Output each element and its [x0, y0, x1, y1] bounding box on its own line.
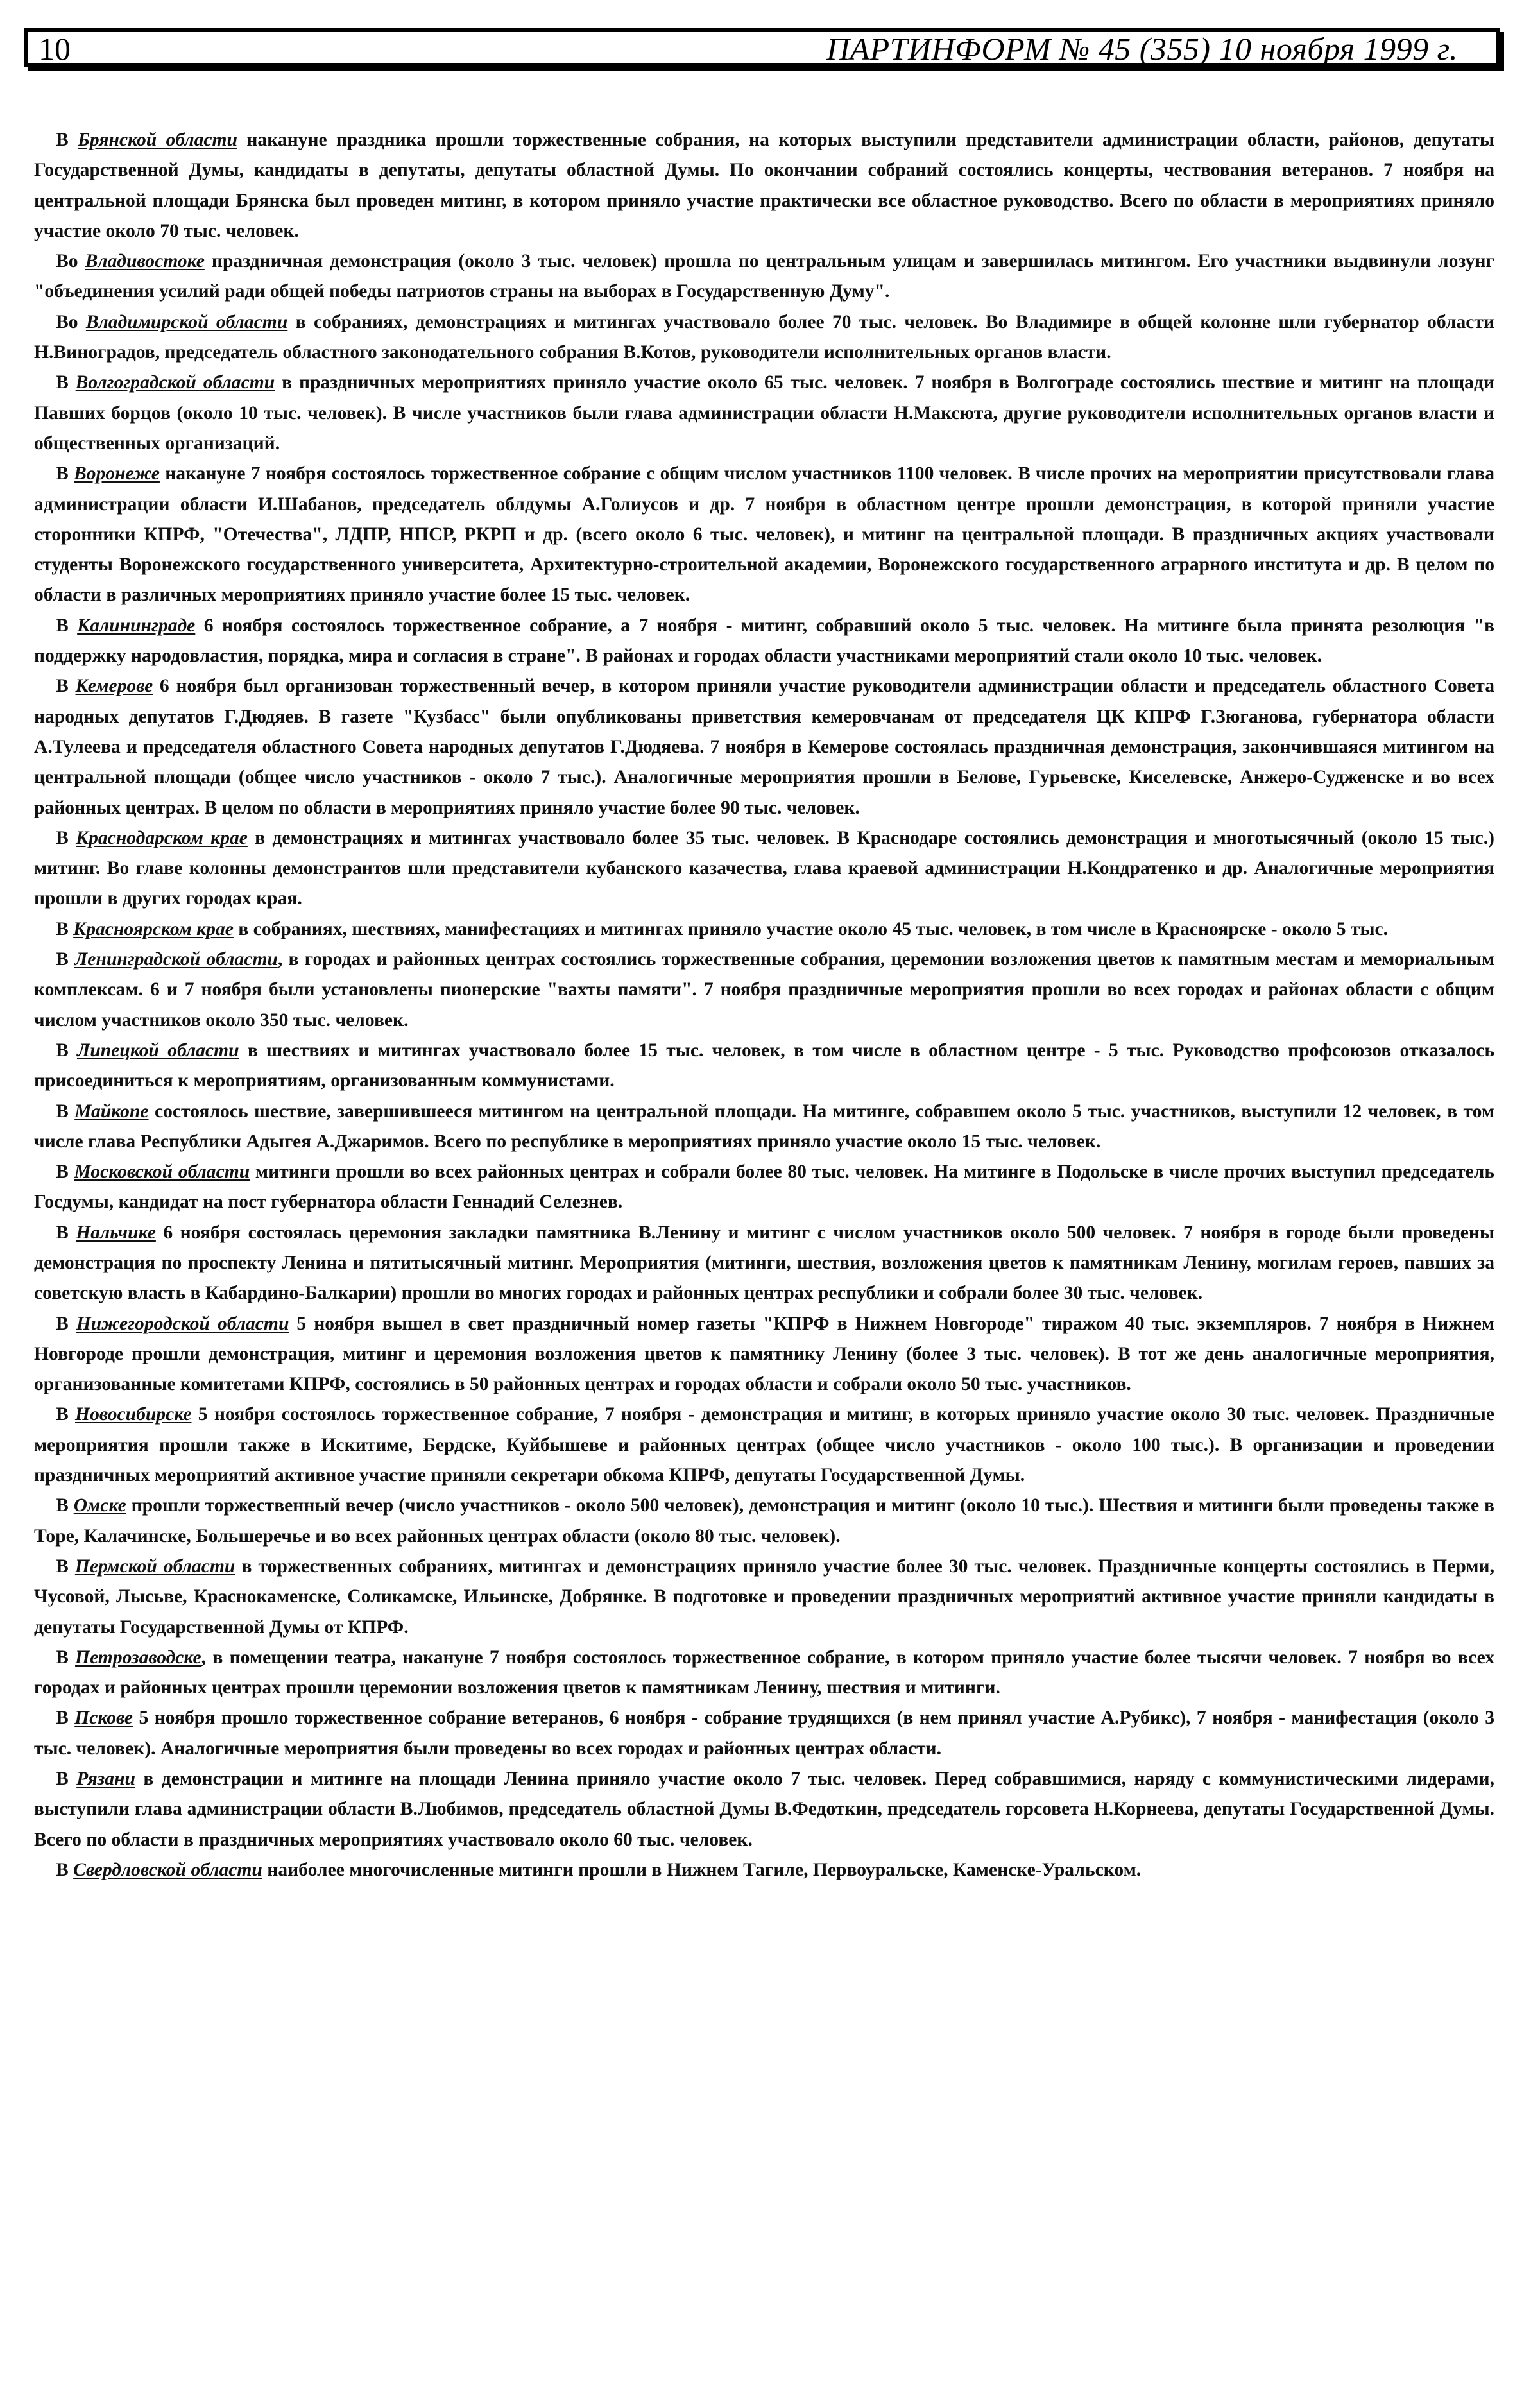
place-name: Омске — [73, 1495, 126, 1516]
paragraph-text: в демонстрации и митинге на площади Ленина приняло участие около 7 тыс. человек. Перед собравшимися, наряду с коммунистическими лидерами, выступили глава администрации области В.Любимов, председатель областной Думы В.Федоткин, председатель горсовета Н.Корнеева, депутаты Государственной Думы. Всего по области в праздничных мероприятиях участвовало около 60 тыс. человек. — [34, 1769, 1494, 1850]
paragraph-text: в торжественных собраниях, митингах и демонстрациях приняло участие более 30 тыс. человек. Праздничные концерты состоялись в Перми, Чусовой, Лысьве, Краснокаменске, Соликамске, Ильинске, Добрянке. В подготовке и проведении праздничных мероприятий активное участие приняли кандидаты в депутаты Государственной Думы от КПРФ. — [34, 1555, 1495, 1638]
paragraph — [34, 1703, 1494, 1764]
place-name: Воронеже — [74, 463, 160, 484]
paragraph-text: накануне 7 ноября состоялось торжественное собрание с общим числом участников 1100 человек. В числе прочих на мероприятии присутствовали глава администрации области И.Шабанов, председатель облдумы А.Голиусов и др. 7 ноября в областном центре прошли демонстрация, в которой приняли участие сторонники КПРФ, "Отечества", ЛДПР, НПСР, РКРП и др. (всего около 6 тыс. человек), и митинг на центральной площади. В праздничных акциях участвовали студенты Воронежского государственного университета, Архитектурно-строительной академии, Воронежского государственного аграрного института и др. В целом по области в различных мероприятиях приняло участие более 15 тыс. человек. — [34, 463, 1495, 606]
article-body — [34, 125, 1494, 1885]
paragraph-text: в демонстрациях и митингах участвовало более 35 тыс. человек. В Краснодаре состоялись демонстрация и многотысячный (около 15 тыс.) митинг. Во главе колонны демонстрантов шли представители кубанского казачества, глава краевой администрации Н.Кондратенко и др. Аналогичные мероприятия прошли в других городах края. — [34, 827, 1494, 909]
paragraph — [34, 1097, 1494, 1158]
paragraph — [34, 1491, 1494, 1552]
paragraph — [34, 1764, 1494, 1855]
paragraph-lead: В — [56, 676, 76, 697]
paragraph — [34, 1643, 1494, 1704]
place-name: Ленинградской области — [74, 949, 278, 970]
place-name: Калининграде — [77, 615, 196, 636]
paragraph-text: , в помещении театра, накануне 7 ноября состоялось торжественное собрание, в котором приняло участие более тысячи человек. 7 ноября во всех городах и районных центрах прошли церемонии возложения цветов к памятникам Ленину, шествия и митинги. — [34, 1647, 1494, 1699]
paragraph-text: в праздничных мероприятиях приняло участие около 65 тыс. человек. 7 ноября в Волгограде состоялись шествие и митинг на площади Павших борцов (около 10 тыс. человек). В числе участников были глава администрации области Н.Максюта, другие руководители исполнительных органов власти и общественных организаций. — [34, 372, 1494, 454]
paragraph-text: митинги прошли во всех районных центрах и собрали более 80 тыс. человек. На митинге в Подольске в числе прочих выступил председатель Госдумы, кандидат на пост губернатора области Геннадий Селезнев. — [34, 1161, 1494, 1213]
place-name: Петрозаводске — [75, 1647, 201, 1668]
paragraph-text: состоялось шествие, завершившееся митингом на центральной площади. На митинге, собравшем около 5 тыс. участников, выступили 12 человек, в том числе глава Республики Адыгея А.Джаримов. Всего по республике в мероприятиях приняло участие около 15 тыс. человек. — [34, 1101, 1494, 1152]
place-name: Московской области — [74, 1161, 250, 1183]
paragraph-text: наиболее многочисленные митинги прошли в Нижнем Тагиле, Первоуральске, Каменске-Уральском. — [262, 1859, 1142, 1880]
paragraph-lead: В — [56, 463, 74, 484]
paragraph-lead: В — [56, 1161, 74, 1183]
paragraph-text: , в городах и районных центрах состоялись торжественные собрания, церемонии возложения цветов к памятным местам и мемориальным комплексам. 6 и 7 ноября были установлены пионерские "вахты памяти". 7 ноября праздничные мероприятия прошли во всех городах и районах области с общим числом участников около 350 тыс. человек. — [34, 949, 1495, 1031]
paragraph-lead: В — [56, 615, 78, 636]
paragraph-text: праздничная демонстрация (около 3 тыс. человек) прошла по центральным улицам и завершилась митингом. Его участники выдвинули лозунг "объединения усилий ради общей победы патриотов страны на выборах в Государственную Думу". — [34, 251, 1494, 302]
place-name: Брянской области — [78, 130, 238, 150]
paragraph-lead: В — [56, 1222, 76, 1243]
paragraph-lead: Во — [56, 311, 86, 332]
paragraph — [34, 1157, 1494, 1218]
paragraph-lead: В — [56, 1647, 76, 1668]
place-name: Владивостоке — [85, 251, 205, 272]
paragraph — [34, 671, 1494, 823]
paragraph-text: прошли торжественный вечер (число участников - около 500 человек), демонстрация и митинг (около 10 тыс.). Шествия и митинги были проведены также в Торе, Калачинске, Большеречье и во всех районных центрах области (около 80 тыс. человек). — [34, 1495, 1495, 1547]
paragraph-text: накануне праздника прошли торжественные собрания, на которых выступили представители администрации области, районов, депутаты Государственной Думы, кандидаты в депутаты, депутаты областной Думы. По окончании собраний состоялись концерты, чествования ветеранов. 7 ноября на центральной площади Брянска был проведен митинг, в котором приняло участие практически все областное руководство. Всего по области в мероприятиях приняло участие около 70 тыс. человек. — [34, 130, 1495, 241]
place-name: Свердловской области — [73, 1859, 262, 1880]
paragraph — [34, 307, 1494, 368]
paragraph-text: в собраниях, шествиях, манифестациях и митингах приняло участие около 45 тыс. человек, в том числе в Красноярске - около 5 тыс. — [233, 918, 1389, 939]
paragraph-lead: В — [56, 918, 74, 939]
paragraph-lead: В — [56, 1555, 75, 1577]
paragraph — [34, 1855, 1494, 1885]
paragraph-lead: В — [56, 949, 74, 970]
place-name: Краснодарском крае — [76, 827, 248, 848]
place-name: Владимирской области — [85, 311, 288, 332]
paragraph-lead: В — [56, 1040, 78, 1061]
paragraph — [34, 823, 1494, 914]
paragraph-text: в собраниях, демонстрациях и митингах участвовало более 70 тыс. человек. Во Владимире в общей колонне шли губернатор области Н.Виноградов, председатель областного законодательного собрания В.Котов, руководители исполнительных органов власти. — [34, 311, 1494, 363]
paragraph-lead: Во — [56, 251, 85, 272]
paragraph-lead: В — [56, 1101, 75, 1122]
place-name: Липецкой области — [77, 1040, 239, 1061]
place-name: Майкопе — [74, 1101, 149, 1122]
paragraph-lead: В — [56, 827, 76, 848]
issue-title: ПАРТИНФОРМ № 45 (355) 10 ноября 1999 г. — [826, 31, 1458, 67]
place-name: Нальчике — [76, 1222, 156, 1243]
paragraph — [34, 945, 1494, 1036]
paragraph-text: 6 ноября был организован торжественный вечер, в котором приняли участие руководители администрации области и председатель областного Совета народных депутатов Г.Дюдяев. В газете "Кузбасс" были опубликованы приветствия кемеровчанам от председателя ЦК КПРФ Г.Зюганова, губернатора области А.Тулеева и председателя областного Совета народных депутатов Г.Дюдяева. 7 ноября в Кемерове состоялась праздничная демонстрация, закончившаяся митингом на центральной площади (общее число участников - около 7 тыс.). Аналогичные мероприятия прошли в Белове, Гурьевске, Киселевске, Анжеро-Судженске и во всех районных центрах. В целом по области в мероприятиях приняло участие более 90 тыс. человек. — [34, 676, 1495, 818]
paragraph-text: в шествиях и митингах участвовало более 15 тыс. человек, в том числе в областном центре - 5 тыс. Руководство профсоюзов отказалось присоединиться к мероприятиям, организованным коммунистами. — [34, 1040, 1495, 1092]
paragraph-text: 5 ноября прошло торжественное собрание ветеранов, 6 ноября - собрание трудящихся (в нем принял участие А.Рубикс), 7 ноября - манифестация (около 3 тыс. человек). Аналогичные мероприятия были проведены во всех городах и районных центрах области. — [34, 1708, 1494, 1759]
place-name: Пскове — [74, 1708, 133, 1729]
paragraph-lead: В — [56, 1859, 74, 1880]
place-name: Волгоградской области — [75, 372, 275, 393]
paragraph — [34, 459, 1494, 610]
page-header — [24, 28, 1500, 67]
paragraph — [34, 1036, 1494, 1097]
place-name: Кемерове — [75, 676, 153, 697]
paragraph — [34, 611, 1494, 672]
paragraph — [34, 1309, 1494, 1400]
paragraph-text: 5 ноября вышел в свет праздничный номер газеты "КПРФ в Нижнем Новгороде" тиражом 40 тыс. экземпляров. 7 ноября в Нижнем Новгороде прошли демонстрация, митинг и церемония возложения цветов к памятнику Ленину (более 3 тыс. человек). В тот же день аналогичные мероприятия, организованные комитетами КПРФ, состоялись в 50 районных центрах и городах области и собрали около 50 тыс. участников. — [34, 1313, 1495, 1395]
paragraph-text: 6 ноября состоялась церемония закладки памятника В.Ленину и митинг с числом участников около 500 человек. 7 ноября в городе были проведены демонстрация по проспекту Ленина и пятитысячный митинг. Мероприятия (митинги, шествия, возложения цветов к памятникам Ленину, могилам героев, павших за советскую власть в Кабардино-Балкарии) прошли во многих городах и районных центрах республики и собрали более 30 тыс. человек. — [34, 1222, 1494, 1304]
paragraph-lead: В — [56, 1708, 75, 1729]
paragraph — [34, 1400, 1494, 1491]
place-name: Нижегородской области — [76, 1313, 289, 1334]
paragraph-lead: В — [56, 1769, 77, 1790]
place-name: Пермской области — [74, 1555, 235, 1577]
paragraph-text: 5 ноября состоялось торжественное собрание, 7 ноября - демонстрация и митинг, в которых приняло участие около 30 тыс. человек. Праздничные мероприятия прошли также в Искитиме, Бердске, Куйбышеве и районных центрах (общее число участников - около 100 тыс.). В организации и проведении праздничных мероприятий активное участие приняли секретари обкома КПРФ, депутаты Государственной Думы. — [34, 1404, 1494, 1486]
paragraph-lead: В — [56, 1495, 74, 1516]
paragraph — [34, 125, 1494, 246]
paragraph-lead: В — [56, 130, 78, 150]
paragraph-lead: В — [56, 372, 76, 393]
paragraph — [34, 1552, 1494, 1643]
place-name: Новосибирске — [75, 1404, 192, 1425]
place-name: Рязани — [76, 1769, 135, 1790]
page-number: 10 — [38, 31, 71, 67]
paragraph — [34, 368, 1494, 459]
place-name: Красноярском крае — [73, 918, 234, 939]
paragraph-lead: В — [56, 1404, 76, 1425]
paragraph — [34, 1218, 1494, 1309]
paragraph-text: 6 ноября состоялось торжественное собрание, а 7 ноября - митинг, собравший около 5 тыс. человек. На митинге была принята резолюция "в поддержку народовластия, порядка, мира и согласия в стране". В районах и городах области участниками мероприятий стали около 10 тыс. человек. — [34, 615, 1495, 667]
paragraph — [34, 914, 1494, 945]
paragraph-lead: В — [56, 1313, 76, 1334]
paragraph — [34, 246, 1494, 307]
